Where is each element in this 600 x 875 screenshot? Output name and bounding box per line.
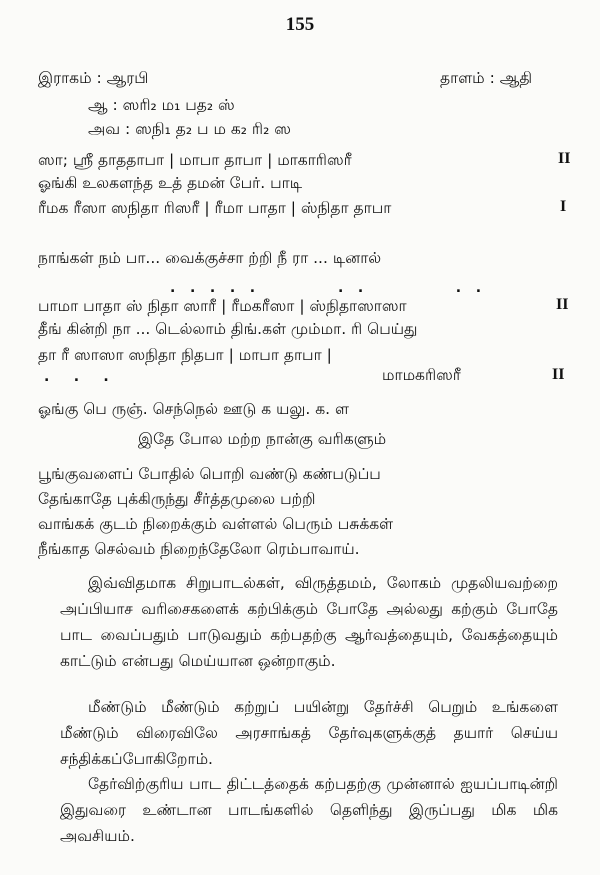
paragraph-3: தேர்விற்குரிய பாட திட்டத்தைக் கற்பதற்கு முன்னால் ஐயப்பாடின்றி இதுவரை உண்டான பாடங்களில் தெளிந்து இருப்பது மிக மிக அவசியம். <box>60 775 558 845</box>
arohanam-line: ஆ : ஸரி₂ ம₁ பத₂ ஸ் <box>88 96 235 114</box>
verse-line: நீங்காத செல்வம் நிறைந்தேலோ ரெம்பாவாய். <box>38 540 360 558</box>
verse-line: பூங்குவளைப் போதில் பொறி வண்டு கண்படுப்ப <box>38 465 381 483</box>
paragraph-1: இவ்விதமாக சிறுபாடல்கள், விருத்தமம், லோகம் முதலியவற்றை அப்பியாச வரிசைகளைக் கற்பிக்கும் போதே அல்லது கற்கும் போதே பாட வைப்பதும் பாடுவதும் கற்பதற்கு ஆர்வத்தையும், வேகத்தையும் காட்டும் என்பது மெய்யான ஒன்றாகும். <box>60 574 558 670</box>
lyric-line-2: நாங்கள் நம் பா... வைக்குச்சா ற்றி நீ ரா ... டினால் <box>38 249 382 267</box>
bar-end-mark: II <box>558 150 571 167</box>
octave-dots-1: . . . . . . . . . <box>170 280 482 296</box>
octave-dots-2: . . . <box>44 369 109 385</box>
section-heading: இதே போல மற்ற நான்கு வரிகளும் <box>138 430 387 448</box>
lyric-line-4: ஓங்கு பெ ருஞ். செந்நெல் ஊடு க யலு. க. ள <box>38 400 349 418</box>
notation-line-2: ரீமக ரீஸா ஸநிதா ரிஸரீ | ரீமா பாதா | ஸ்நிதா தாபா <box>38 199 392 217</box>
talam-label: தாளம் : ஆதி <box>440 69 533 87</box>
notation-line-5: மாமகரிஸரீ <box>382 366 461 384</box>
bar-end-mark: II <box>556 296 569 313</box>
verse-line: தேங்காதே புக்கிருந்து சீர்த்தமுலை பற்றி <box>38 490 316 508</box>
bar-end-mark: I <box>560 198 567 215</box>
page-number: 155 <box>285 14 315 35</box>
avarohanam-line: அவ : ஸநி₁ த₂ ப ம க₂ ரி₂ ஸ <box>88 120 291 138</box>
notation-line-1: ஸா; ஸ்ரீ தாததாபா | மாபா தாபா | மாகாரிஸரீ <box>38 151 352 169</box>
notation-line-4: தா ரீ ஸாஸா ஸநிதா நிதபா | மாபா தாபா | <box>38 346 332 364</box>
paragraph-2: மீண்டும் மீண்டும் கற்றுப் பயின்று தேர்ச்சி பெறும் உங்களை மீண்டும் விரைவிலே அரசாங்கத் தேர்வுகளுக்குத் தயார் செய்ய சந்திக்கப்போகிறோம். <box>60 698 558 768</box>
notation-line-3: பாமா பாதா ஸ் நிதா ஸாரீ | ரீமகரீஸா | ஸ்நிதாஸாஸா <box>38 297 407 315</box>
raga-label: இராகம் : ஆரபி <box>38 69 149 87</box>
lyric-line-3: தீங் கின்றி நா ... டெல்லாம் திங்.கள் மும்மா. ரி பெய்து <box>38 320 418 338</box>
verse-line: வாங்கக் குடம் நிறைக்கும் வள்ளல் பெரும் பசுக்கள் <box>38 515 394 533</box>
bar-end-mark: II <box>552 366 565 383</box>
lyric-line-1: ஓங்கி உலகளந்த உத் தமன் பேர். பாடி <box>38 174 303 192</box>
